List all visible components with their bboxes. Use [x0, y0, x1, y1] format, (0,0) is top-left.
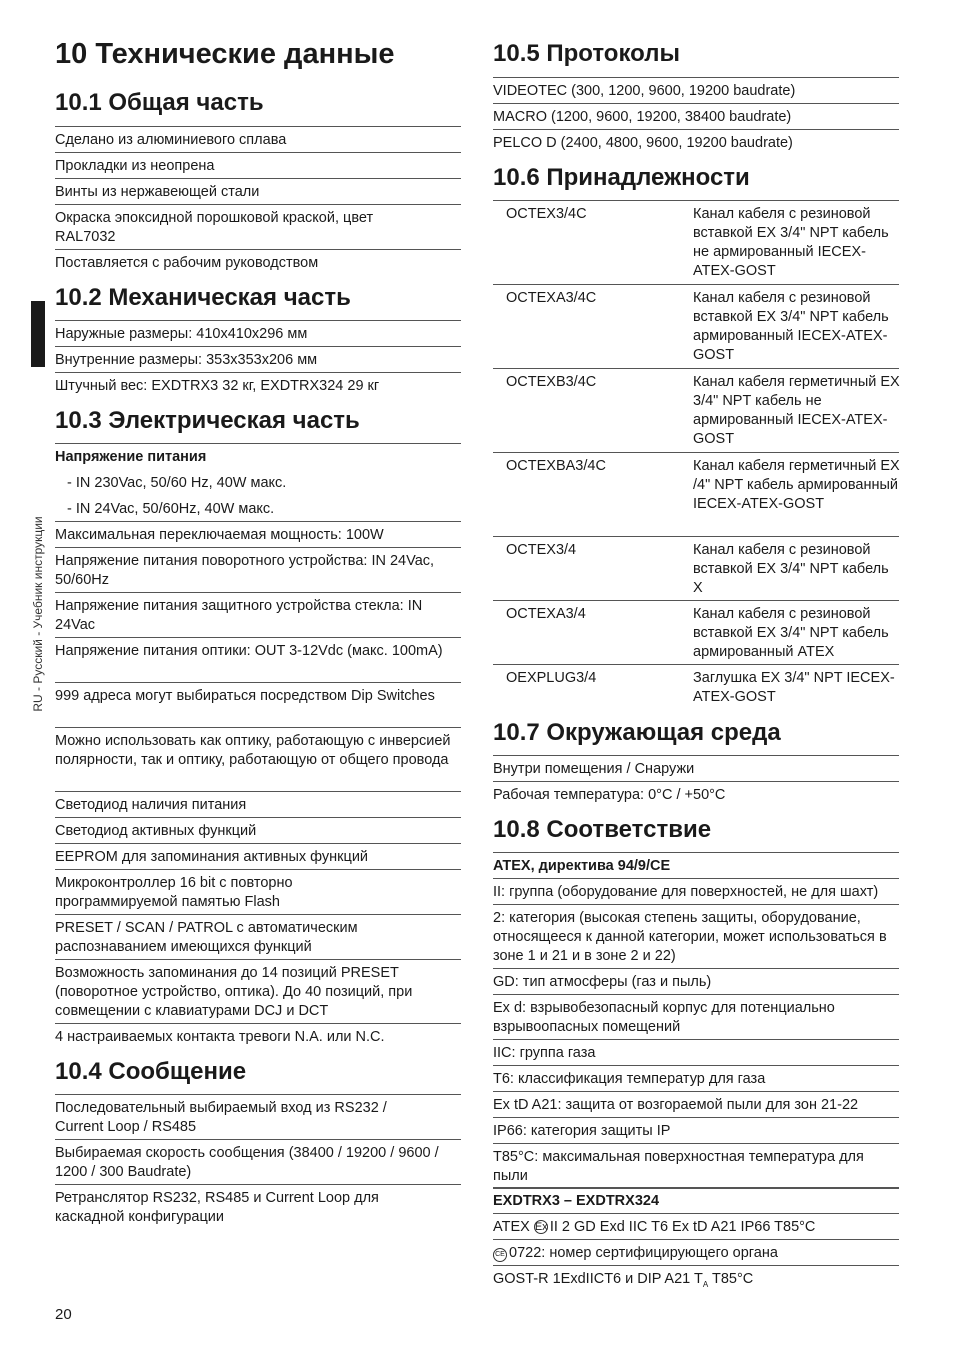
divider — [55, 592, 461, 593]
spec-row: Микроконтроллер 16 bit с повторно программируемой памятью Flash — [55, 875, 293, 910]
bullet-item: - IN 230Vac, 50/60 Hz, 40W макс. — [67, 475, 287, 491]
spec-row: Выбираемая скорость сообщения (38400 / 19200 / 9600 / 1200 / 300 Baudrate) — [55, 1145, 439, 1180]
divider — [493, 1187, 899, 1189]
divider — [493, 1065, 899, 1066]
spec-row: Возможность запоминания до 14 позиций PRESET (поворотное устройство, оптика). До 40 позиций, при совмещении с клавиатурами DCJ и DCT — [55, 965, 413, 1019]
divider — [55, 443, 461, 444]
spec-row: IP66: категория защиты IP — [493, 1123, 671, 1139]
atex-label: ATEX — [493, 1219, 530, 1235]
divider — [493, 968, 899, 969]
divider — [55, 346, 461, 347]
divider — [55, 959, 461, 960]
spec-row: Ретранслятор RS232, RS485 и Current Loop для каскадной конфигурации — [55, 1190, 379, 1225]
spec-row: 2: категория (высокая степень защиты, оборудование, относящееся к данной категории, может использоваться в зоне 1 и 21 и в зоне 2 и 22) — [493, 910, 887, 964]
ce-marking-row — [493, 1244, 899, 1263]
divider — [493, 77, 899, 78]
bullet-item: - IN 24Vac, 50/60Hz, 40W макс. — [67, 501, 275, 517]
heading-accessories: 10.6 Принадлежности — [493, 164, 750, 191]
divider — [55, 249, 461, 250]
spec-row: Светодиод активных функций — [55, 823, 257, 839]
divider — [493, 600, 899, 601]
heading-environment: 10.7 Окружающая среда — [493, 719, 781, 746]
divider — [493, 103, 899, 104]
divider — [493, 200, 899, 201]
gost-marking-prefix: GOST-R 1ExdIICT6 и DIP A21 T — [493, 1271, 703, 1287]
divider — [55, 869, 461, 870]
divider — [55, 914, 461, 915]
heading-communication: 10.4 Сообщение — [55, 1058, 247, 1085]
divider — [55, 547, 461, 548]
spec-row: Максимальная переключаемая мощность: 100W — [55, 527, 384, 543]
divider — [55, 1184, 461, 1185]
spec-row: Сделано из алюминиевого сплава — [55, 132, 287, 148]
gost-marking-row — [493, 1270, 899, 1294]
spec-subheading: ATEX, директива 94/9/CE — [493, 858, 671, 874]
divider — [55, 637, 461, 638]
spec-row: Внутри помещения / Снаружи — [493, 761, 695, 777]
ce-marking: 0722: номер сертифицирующего органа — [509, 1245, 778, 1261]
divider — [493, 1213, 899, 1214]
accessory-description: Канал кабеля с резиновой вставкой EX 3/4" NPT кабель не армированный IECEX-ATEX-GOST — [693, 206, 889, 279]
spec-row: VIDEOTEC (300, 1200, 9600, 19200 baudrate) — [493, 83, 796, 99]
divider — [55, 521, 461, 522]
accessory-code: OCTEX3/4 — [506, 542, 577, 558]
divider — [493, 852, 899, 853]
spec-row: Поставляется с рабочим руководством — [55, 255, 319, 271]
spec-row: 999 адреса могут выбираться посредством Dip Switches — [55, 688, 435, 704]
divider — [493, 755, 899, 756]
spec-row: Прокладки из неопрена — [55, 158, 215, 174]
divider — [493, 368, 899, 369]
spec-row: 4 настраиваемых контакта тревоги N.A. или N.C. — [55, 1029, 385, 1045]
side-tab-bar — [31, 301, 45, 367]
heading-electrical: 10.3 Электрическая часть — [55, 407, 360, 434]
spec-row: Напряжение питания оптики: OUT 3-12Vdc (макс. 100mA) — [55, 643, 443, 659]
divider — [55, 1139, 461, 1140]
spec-row: Внутренние размеры: 353x353x206 мм — [55, 352, 318, 368]
divider — [493, 1143, 899, 1144]
divider — [55, 791, 461, 792]
spec-row: Ex tD A21: защита от возгораемой пыли для зон 21-22 — [493, 1097, 859, 1113]
spec-row: Ex d: взрывобезопасный корпус для потенциально взрывоопасных помещений — [493, 1000, 835, 1035]
spec-row: PELCO D (2400, 4800, 9600, 19200 baudrate) — [493, 135, 793, 151]
spec-row: Штучный вес: EXDTRX3 32 кг, EXDTRX324 29 кг — [55, 378, 380, 394]
divider — [493, 1091, 899, 1092]
ce-mark-icon: CE — [493, 1248, 507, 1262]
heading-compliance: 10.8 Соответствие — [493, 816, 712, 843]
spec-subheading: Напряжение питания — [55, 449, 207, 465]
divider — [493, 1239, 899, 1240]
spec-row: Напряжение питания поворотного устройства: IN 24Vac, 50/60Hz — [55, 553, 435, 588]
divider — [55, 152, 461, 153]
spec-row: T6: классификация температур для газа — [493, 1071, 766, 1087]
accessory-code: OEXPLUG3/4 — [506, 670, 597, 686]
heading-mechanical: 10.2 Механическая часть — [55, 284, 351, 311]
divider — [55, 126, 461, 127]
divider — [493, 994, 899, 995]
spec-row: Можно использовать как оптику, работающую с инверсией полярности, так и оптику, работающую от общего провода — [55, 733, 451, 768]
divider — [55, 372, 461, 373]
atex-marking-row — [493, 1218, 899, 1237]
divider — [493, 129, 899, 130]
spec-row: EEPROM для запоминания активных функций — [55, 849, 369, 865]
spec-row: T85°C: максимальная поверхностная температура для пыли — [493, 1149, 864, 1184]
divider — [55, 204, 461, 205]
accessory-description: Канал кабеля герметичный EX /4" NPT кабель армированный IECEX-ATEX-GOST — [693, 458, 900, 512]
accessory-description: Канал кабеля герметичный EX 3/4" NPT кабель не армированный IECEX-ATEX-GOST — [693, 374, 900, 447]
spec-row: Наружные размеры: 410x410x296 мм — [55, 326, 308, 342]
spec-row: Винты из нержавеющей стали — [55, 184, 260, 200]
accessory-code: OCTEXBA3/4C — [506, 458, 606, 474]
accessory-code: OCTEX3/4C — [506, 206, 587, 222]
divider — [55, 843, 461, 844]
atex-marking: II 2 GD Exd IIC T6 Ex tD A21 IP66 T85°C — [549, 1219, 816, 1235]
accessory-code: OCTEXA3/4 — [506, 606, 586, 622]
page-title: 10 Технические данные — [55, 38, 395, 70]
spec-row: Окраска эпоксидной порошковой краской, цвет RAL7032 — [55, 210, 374, 245]
spec-row: II: группа (оборудование для поверхностей, не для шахт) — [493, 884, 879, 900]
divider — [493, 878, 899, 879]
divider — [493, 536, 899, 537]
divider — [55, 178, 461, 179]
accessory-code: OCTEXA3/4C — [506, 290, 597, 306]
divider — [493, 781, 899, 782]
gost-subscript: A — [702, 1280, 709, 1289]
spec-row: Последовательный выбираемый вход из RS232 / Current Loop / RS485 — [55, 1100, 387, 1135]
accessory-description: Канал кабеля с резиновой вставкой EX 3/4" NPT кабель армированный IECEX-ATEX-GOST — [693, 290, 889, 363]
accessory-description: Заглушка EX 3/4" NPT IECEX-ATEX-GOST — [693, 670, 895, 705]
accessory-code: OCTEXB3/4C — [506, 374, 597, 390]
divider — [55, 817, 461, 818]
ex-hexagon-icon: Ex — [534, 1221, 548, 1233]
spec-row: Напряжение питания защитного устройства стекла: IN 24Vac — [55, 598, 423, 633]
heading-general: 10.1 Общая часть — [55, 89, 264, 116]
accessory-description: Канал кабеля с резиновой вставкой EX 3/4" NPT кабель X — [693, 542, 889, 596]
divider — [493, 1039, 899, 1040]
divider — [55, 320, 461, 321]
divider — [493, 1265, 899, 1266]
heading-protocols: 10.5 Протоколы — [493, 40, 680, 67]
page-number: 20 — [55, 1306, 72, 1323]
spec-row: Рабочая температура: 0°C / +50°C — [493, 787, 726, 803]
gost-marking-suffix: T85°C — [711, 1271, 754, 1287]
spec-row: IIC: группа газа — [493, 1045, 596, 1061]
divider — [493, 904, 899, 905]
divider — [493, 1117, 899, 1118]
divider — [55, 1094, 461, 1095]
divider — [493, 664, 899, 665]
spec-row: MACRO (1200, 9600, 19200, 38400 baudrate) — [493, 109, 792, 125]
divider — [493, 284, 899, 285]
divider — [493, 452, 899, 453]
divider — [55, 1023, 461, 1024]
spec-subheading: EXDTRX3 – EXDTRX324 — [493, 1193, 660, 1209]
divider — [55, 682, 461, 683]
divider — [55, 727, 461, 728]
accessory-description: Канал кабеля с резиновой вставкой EX 3/4" NPT кабель армированный ATEX — [693, 606, 889, 660]
side-tab-label: RU - Русский - Учебник инструкции — [31, 516, 45, 712]
spec-row: Светодиод наличия питания — [55, 797, 247, 813]
spec-row: PRESET / SCAN / PATROL с автоматическим распознаванием имеющихся функций — [55, 920, 358, 955]
spec-row: GD: тип атмосферы (газ и пыль) — [493, 974, 712, 990]
